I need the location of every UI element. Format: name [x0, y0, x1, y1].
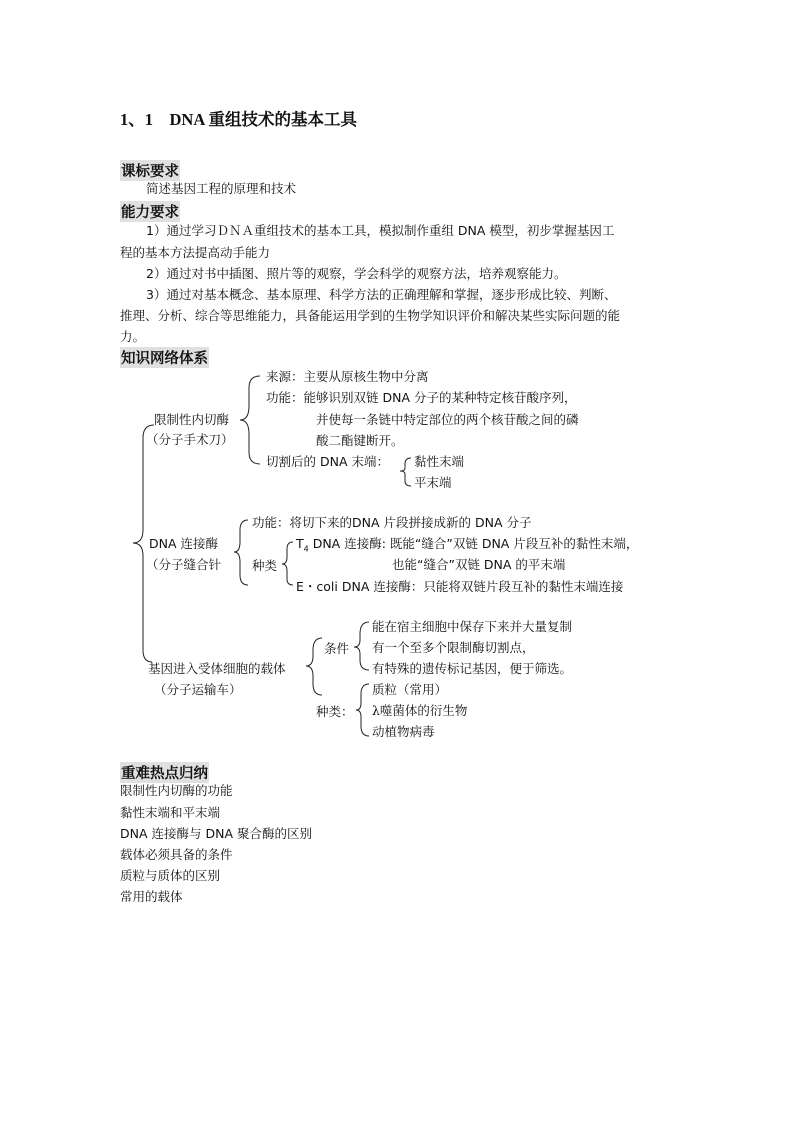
- page-title: 1、1 DNA 重组技术的基本工具: [120, 110, 357, 129]
- section-heading-standard: 课标要求: [120, 160, 180, 181]
- vector-cond-brace: [354, 622, 369, 670]
- vector-kinds-brace: [356, 684, 369, 736]
- ability-p1-line1: 1）通过学习ＤＮＡ重组技术的基本工具，模拟制作重组 DNA 模型，初步掌握基因工: [146, 223, 615, 238]
- ends-brace: [400, 458, 411, 486]
- ligase-t4-text: DNA 连接酶: 既能“缝合”双链 DNA 片段互补的黏性末端，: [308, 536, 639, 551]
- ligase-function: 功能：将切下来的DNA 片段拼接成新的 DNA 分子: [252, 515, 532, 530]
- enzyme-source: 来源：主要从原核生物中分离: [266, 369, 429, 384]
- enzyme-end-blunt: 平末端: [414, 475, 452, 490]
- keypoint-item: 常用的载体: [120, 889, 183, 904]
- keypoint-item: 限制性内切酶的功能: [120, 783, 233, 798]
- ability-p3-line1: 3）通过对基本概念、基本原理、科学方法的正确理解和掌握，逐步形成比较、判断、: [146, 287, 617, 302]
- enzyme-function-2: 并使每一条链中特定部位的两个核苷酸之间的磷: [316, 412, 579, 427]
- vector-brace: [306, 638, 322, 695]
- ligase-kinds-brace: [282, 542, 293, 585]
- vector-cond-1: 能在宿主细胞中保存下来并大量复制: [372, 619, 573, 634]
- enzyme-function-3: 酸二酯键断开。: [316, 433, 404, 448]
- keypoint-item: DNA 连接酶与 DNA 聚合酶的区别: [120, 826, 312, 841]
- vector-cond-3: 有特殊的遗传标记基因，便于筛选。: [372, 661, 573, 676]
- enzyme-function-1: 功能：能够识别双链 DNA 分子的某种特定核苷酸序列，: [266, 390, 577, 405]
- vector-kind-2: λ噬菌体的衍生物: [372, 703, 468, 718]
- ability-p3-line3: 力。: [120, 329, 146, 344]
- keypoint-item: 质粒与质体的区别: [120, 868, 221, 883]
- ability-p2-line1: 2）通过对书中插图、照片等的观察，学会科学的观察方法，培养观察能力。: [146, 266, 567, 281]
- vector-kinds-label: 种类：: [316, 704, 354, 719]
- ligase-t4-subscript: 4: [303, 544, 309, 554]
- enzyme-ends-label: 切割后的 DNA 末端：: [266, 454, 389, 469]
- ligase-brace: [234, 520, 248, 585]
- vector-cond-label: 条件: [324, 641, 350, 656]
- ability-p1-line2: 程的基本方法提高动手能力: [120, 245, 271, 260]
- ligase-ecoli: E・coli DNA 连接酶：只能将双链片段互补的黏性末端连接: [296, 579, 624, 594]
- keypoint-item: 载体必须具备的条件: [120, 847, 233, 862]
- vector-alias: （分子运输车）: [154, 682, 242, 697]
- vector-cond-2: 有一个至多个限制酶切割点，: [372, 640, 535, 655]
- section-heading-network: 知识网络体系: [120, 347, 209, 368]
- ligase-name: DNA 连接酶: [149, 536, 219, 551]
- ligase-t4-line2: 也能“缝合”双链 DNA 的平末端: [392, 557, 566, 572]
- enzyme-end-sticky: 黏性末端: [414, 454, 465, 469]
- ligase-t4-letter: T: [296, 536, 304, 551]
- ligase-alias: （分子缝合针: [146, 557, 222, 572]
- keypoint-item: 黏性末端和平末端: [120, 805, 221, 820]
- standard-item: 简述基因工程的原理和技术: [146, 181, 297, 196]
- enzyme-brace: [240, 376, 260, 464]
- enzyme-alias: （分子手术刀）: [146, 432, 234, 447]
- enzyme-name: 限制性内切酶: [154, 412, 230, 427]
- section-heading-ability: 能力要求: [120, 201, 180, 222]
- ability-p3-line2: 推理、分析、综合等思维能力，具备能运用学到的生物学知识评价和解决某些实际问题的能: [120, 308, 621, 323]
- vector-kind-1: 质粒（常用）: [372, 682, 448, 697]
- section-heading-keypoints: 重难热点归纳: [120, 762, 209, 783]
- ligase-kinds-label: 种类: [252, 558, 278, 573]
- vector-name: 基因进入受体细胞的载体: [148, 661, 286, 676]
- vector-kind-3: 动植物病毒: [372, 724, 435, 739]
